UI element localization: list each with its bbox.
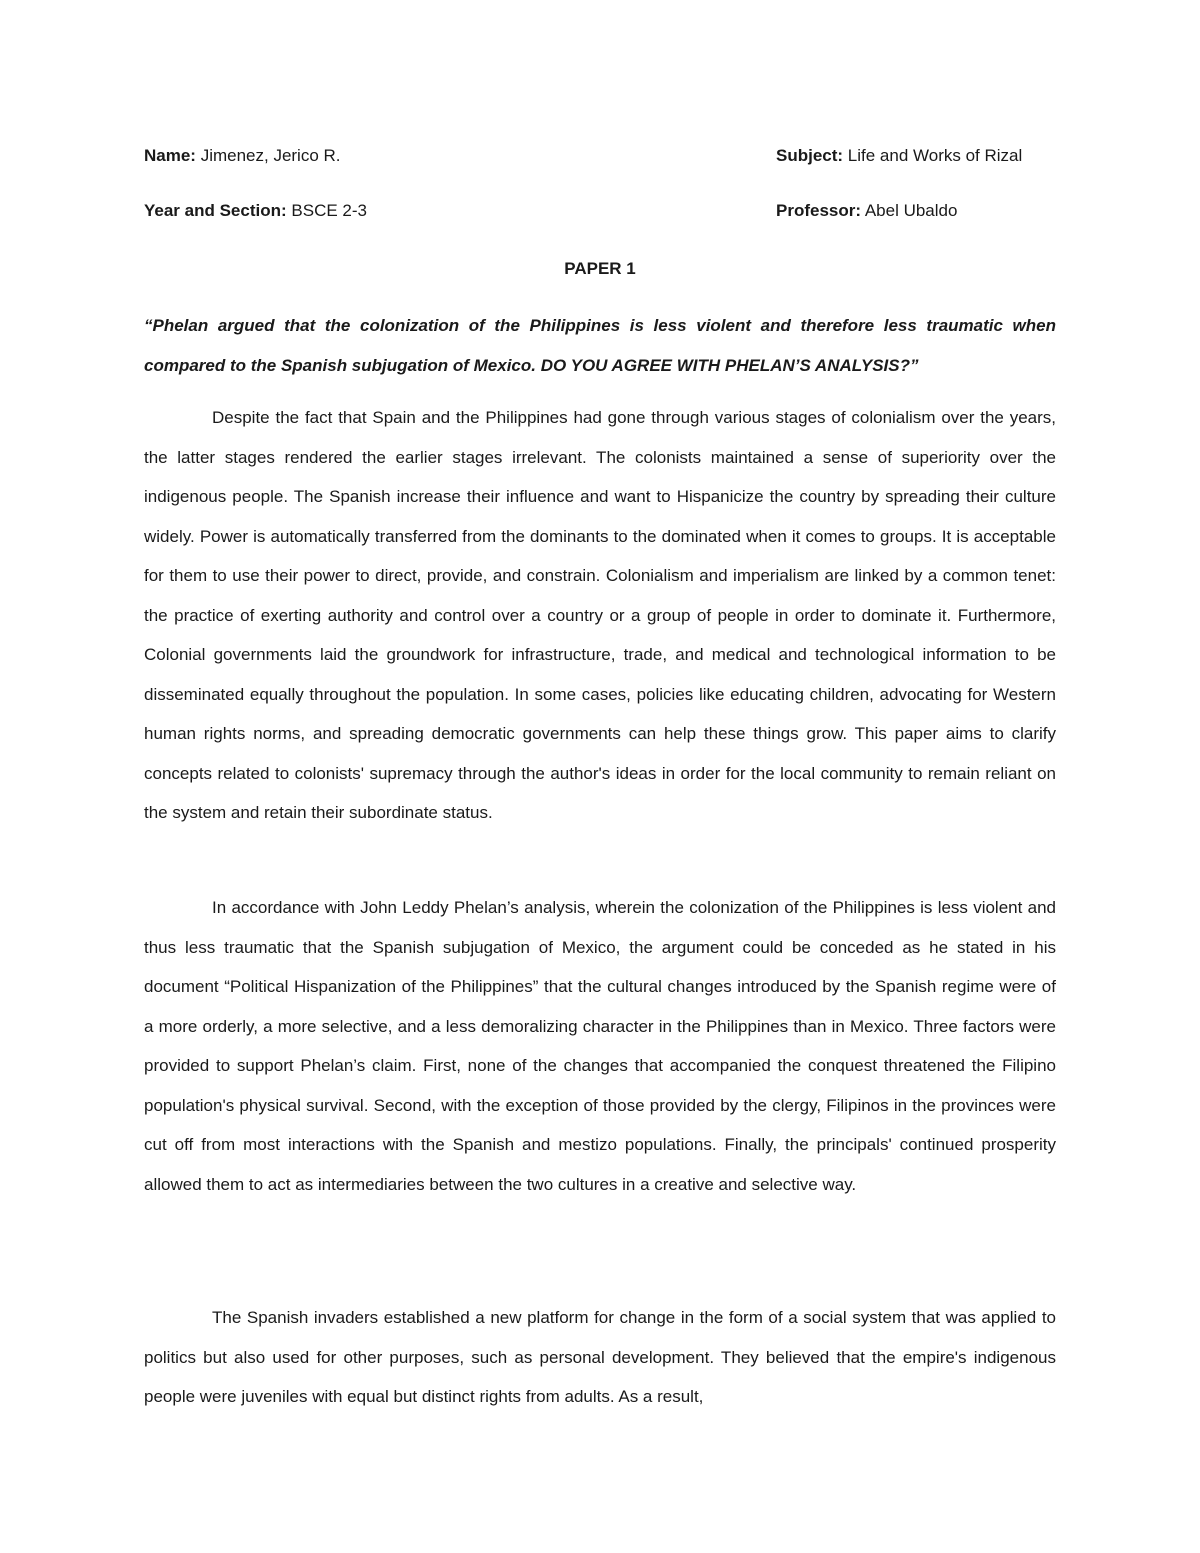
subject-label: Subject:: [776, 146, 844, 165]
paragraph-1: Despite the fact that Spain and the Philippines had gone through various stages of colonialism over the years, the latter stages rendered the earlier stages irrelevant. The colonists maintained a sense of superiority over the indigenous people. The Spanish increase their influence and want to Hispanicize the country by spreading their culture widely. Power is automatically transferred from the dominants to the dominated when it comes to groups. It is acceptable for them to use their power to direct, provide, and constrain. Colonialism and imperialism are linked by a common tenet: the practice of exerting authority and control over a country or a group of people in order to dominate it. Furthermore, Colonial governments laid the groundwork for infrastructure, trade, and medical and technological information to be disseminated equally throughout the population. In some cases, policies like educating children, advocating for Western human rights norms, and spreading democratic governments can help these things grow. This paper aims to clarify concepts related to colonists' supremacy through the author's ideas in order for the local community to remain reliant on the system and retain their subordinate status.: [144, 408, 1056, 822]
professor-value: Abel Ubaldo: [861, 201, 958, 220]
paper-title: PAPER 1: [564, 259, 636, 278]
year-value: BSCE 2-3: [286, 201, 367, 220]
name-value: Jimenez, Jerico R.: [195, 146, 341, 165]
subject-value: Life and Works of Rizal: [843, 146, 1023, 165]
student-name: [144, 144, 341, 168]
subject: [776, 144, 1022, 168]
professor: [776, 199, 957, 223]
name-label: Name:: [144, 146, 196, 165]
year-section: [144, 199, 367, 223]
paragraph-2: In accordance with John Leddy Phelan’s analysis, wherein the colonization of the Philippines is less violent and thus less traumatic that the Spanish subjugation of Mexico, the argument could be conceded as he stated in his document “Political Hispanization of the Philippines” that the cultural changes introduced by the Spanish regime were of a more orderly, a more selective, and a less demoralizing character in the Philippines than in Mexico. Three factors were provided to support Phelan’s claim. First, none of the changes that accompanied the conquest threatened the Filipino population's physical survival. Second, with the exception of those provided by the clergy, Filipinos in the provinces were cut off from most interactions with the Spanish and mestizo populations. Finally, the principals' continued prosperity allowed them to act as intermediaries between the two cultures in a creative and selective way.: [144, 898, 1056, 1194]
essay-prompt: “Phelan argued that the colonization of the Philippines is less violent and therefore less traumatic when compared to the Spanish subjugation of Mexico. DO YOU AGREE WITH PHELAN’S ANALYSIS?”: [144, 316, 1056, 375]
year-label: Year and Section:: [144, 201, 287, 220]
paragraph-3: The Spanish invaders established a new platform for change in the form of a social system that was applied to politics but also used for other purposes, such as personal development. They believed that the empire's indigenous people were juveniles with equal but distinct rights from adults. As a result,: [144, 1308, 1056, 1406]
professor-label: Professor:: [776, 201, 862, 220]
